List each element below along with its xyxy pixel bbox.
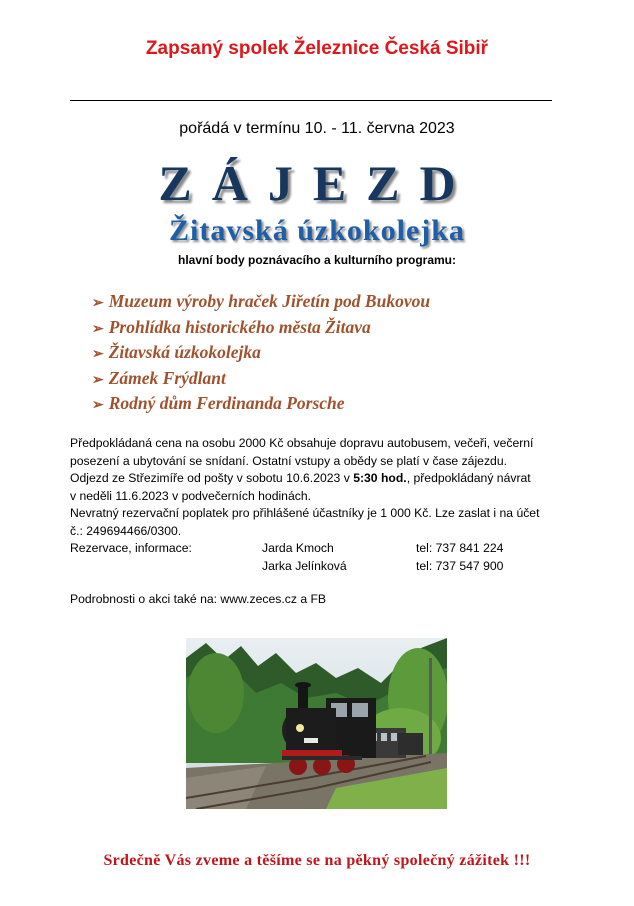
program-intro: hlavní body poznávacího a kulturního programu: xyxy=(177,253,457,267)
steam-train-photo xyxy=(186,638,447,809)
trip-info xyxy=(70,435,570,541)
program-item: ➢ Žitavská úzkokolejka xyxy=(92,342,261,362)
contact-phone: tel: 737 841 224 xyxy=(416,541,504,555)
contact-row xyxy=(70,558,570,576)
return-line: v neděli 11.6.2023 v podvečerních hodinách. xyxy=(70,488,311,503)
program-item: ➢ Prohlídka historického města Žitava xyxy=(92,316,371,337)
fee-line: Nevratný rezervační poplatek pro přihlášené účastníky je 1 000 Kč. Lze zaslat i na účet xyxy=(70,506,540,521)
train-image-icon xyxy=(186,638,447,809)
contact-name: Jarka Jelínková xyxy=(262,558,347,573)
arrow-bullet-icon: ➢ xyxy=(92,321,104,337)
price-line: Předpokládaná cena na osobu 2000 Kč obsahuje dopravu autobusem, večeři, večerní xyxy=(70,436,534,450)
arrow-bullet-icon: ➢ xyxy=(92,347,104,362)
fee-line: č.: 249694466/0300. xyxy=(70,523,182,538)
contact-name: Jarda Kmoch xyxy=(262,541,334,555)
arrow-bullet-icon: ➢ xyxy=(92,296,104,311)
departure-time: 5:30 hod. xyxy=(353,471,407,486)
program-item: ➢ Muzeum výroby hraček Jiřetín pod Bukovou xyxy=(92,291,431,311)
arrow-bullet-icon: ➢ xyxy=(92,372,104,388)
contact-phone: tel: 737 547 900 xyxy=(416,558,504,573)
price-line: posezení a ubytování se snídaní. Ostatní vstupy a obědy se platí v čase zájezdu. xyxy=(70,453,507,468)
departure-line: Odjezd ze Střezimíře od pošty v sobotu 10.6.2023 v 5:30 hod., předpokládaný návrat xyxy=(70,471,531,486)
arrow-bullet-icon: ➢ xyxy=(92,398,104,413)
contacts-label: Rezervace, informace: xyxy=(70,541,192,555)
program-item: ➢ Rodný dům Ferdinanda Porsche xyxy=(92,393,345,413)
event-term: pořádá v termínu 10. - 11. června 2023 xyxy=(179,120,455,137)
more-info: Podrobnosti o akci také na: www.zeces.cz a FB xyxy=(70,592,327,606)
contact-row xyxy=(70,540,570,558)
divider xyxy=(70,100,552,101)
program-item: ➢ Zámek Frýdlant xyxy=(92,367,226,388)
closing-invitation: Srdečně Vás zveme a těšíme se na pěkný společný zážitek !!! xyxy=(103,852,531,869)
contacts xyxy=(70,540,570,575)
poster-title: ZÁJEZD xyxy=(158,155,476,211)
organization-title: Zapsaný spolek Železnice Česká Sibiř xyxy=(145,38,489,59)
program-list xyxy=(92,290,430,418)
poster-subtitle: Žitavská úzkokolejka xyxy=(169,214,465,247)
